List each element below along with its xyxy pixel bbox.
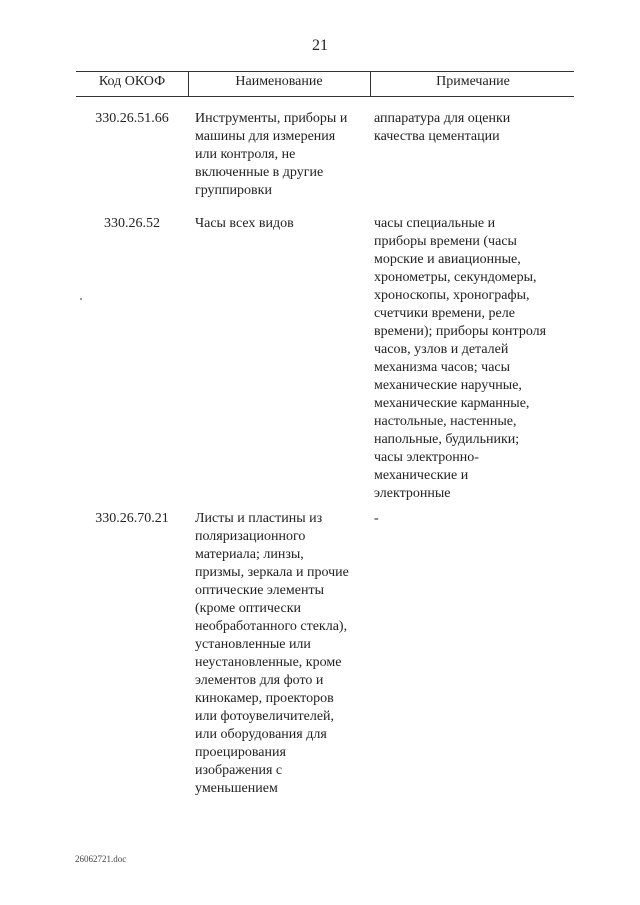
text-line: (кроме оптически — [195, 601, 301, 616]
text-line: неустановленные, кроме — [195, 655, 342, 670]
footer-filename: 26062721.doc — [75, 854, 127, 864]
text-line: настольные, настенные, — [374, 414, 517, 429]
text-line: хроноскопы, хронографы, — [374, 288, 530, 303]
text-line: электронные — [374, 486, 451, 501]
item-note — [374, 215, 574, 503]
text-line: элементов для фото и — [195, 673, 324, 688]
text-line: часы электронно- — [374, 450, 479, 465]
header-separator — [188, 72, 189, 96]
text-line: счетчики времени, реле — [374, 306, 515, 321]
text-line: механические и — [374, 468, 469, 483]
header-name: Наименование — [235, 74, 323, 89]
text-line: или фотоувеличителей, — [195, 709, 335, 724]
text-line: или оборудования для — [195, 727, 327, 742]
text-line: кинокамер, проекторов — [195, 691, 334, 706]
text-line: напольные, будильники; — [374, 432, 520, 447]
text-line: часы специальные и — [374, 216, 496, 231]
text-line: необработанного стекла), — [195, 619, 348, 634]
item-name — [195, 510, 365, 798]
text-line: материала; линзы, — [195, 547, 304, 562]
text-line: оптические элементы — [195, 583, 324, 598]
page-number: 21 — [312, 37, 328, 54]
text-line: механические наручные, — [374, 378, 522, 393]
text-line: включенные в другие — [195, 165, 324, 180]
header-note: Примечание — [436, 74, 510, 89]
scan-speck — [80, 298, 82, 300]
table-header — [76, 71, 574, 97]
text-line: морские и авиационные, — [374, 252, 521, 267]
text-line: установленные или — [195, 637, 311, 652]
text-line: Инструменты, приборы и — [195, 111, 348, 126]
okof-code: 330.26.51.66 — [95, 111, 169, 126]
text-line: приборы времени (часы — [374, 234, 517, 249]
text-line: времени); приборы контроля — [374, 324, 547, 339]
text-line: качества цементации — [374, 129, 500, 144]
text-line: аппаратура для оценки — [374, 111, 511, 126]
text-line: или контроля, не — [195, 147, 296, 162]
text-line: Часы всех видов — [195, 216, 294, 231]
text-line: механические карманные, — [374, 396, 530, 411]
okof-code: 330.26.52 — [104, 216, 160, 231]
okof-code: 330.26.70.21 — [95, 511, 169, 526]
item-name — [195, 215, 365, 233]
text-line: хронометры, секундомеры, — [374, 270, 537, 285]
item-name — [195, 110, 365, 200]
item-note — [374, 510, 574, 528]
text-line: изображения с — [195, 763, 283, 778]
text-line: часов, узлов и деталей — [374, 342, 509, 357]
text-line: поляризационного — [195, 529, 306, 544]
text-line: механизма часов; часы — [374, 360, 511, 375]
text-line: машины для измерения — [195, 129, 336, 144]
text-line: - — [374, 511, 379, 526]
header-separator — [370, 72, 371, 96]
text-line: призмы, зеркала и прочие — [195, 565, 349, 580]
text-line: группировки — [195, 183, 272, 198]
text-line: Листы и пластины из — [195, 511, 323, 526]
text-line: уменьшением — [195, 781, 278, 796]
text-line: проецирования — [195, 745, 286, 760]
item-note — [374, 110, 574, 146]
header-code: Код ОКОФ — [98, 74, 166, 89]
